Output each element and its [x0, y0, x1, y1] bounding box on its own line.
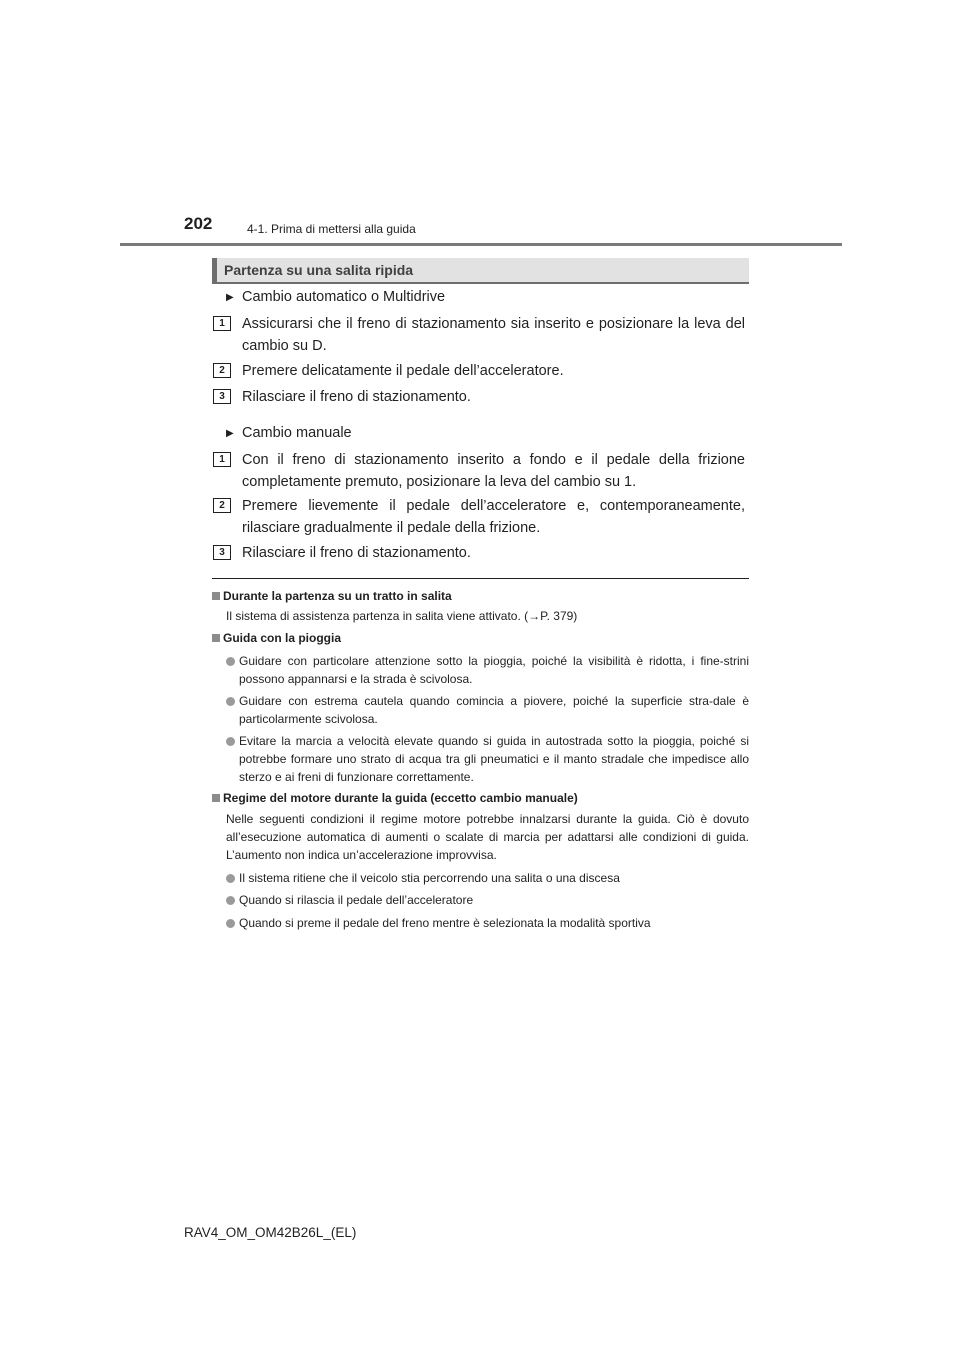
step-badge: 3 — [213, 545, 231, 560]
step-text: Premere lievemente il pedale dell’acceleratore e, contemporaneamente, rilasciare gradualmente il pedale della frizione. — [242, 498, 745, 536]
step-text: Con il freno di stazionamento inserito a fondo e il pedale della frizione completamente premuto, posizionare la leva del cambio su 1. — [242, 452, 745, 490]
bullet-text: Evitare la marcia a velocità elevate quando si guida in autostrada sotto la pioggia, poiché si potrebbe formare uno strato di acqua tra gli pneumatici e il manto stradale che impedisce allo sterzo e ai freni di funzionare correttamente. — [239, 734, 749, 784]
page-number: 202 — [184, 214, 213, 233]
panel-header-bar — [212, 258, 217, 282]
notes-divider — [212, 578, 749, 579]
subheading-text: Cambio automatico o Multidrive — [242, 289, 446, 305]
document-code: RAV4_OM_OM42B26L_(EL) — [184, 1225, 357, 1240]
note-heading-text: Regime del motore durante la guida (eccetto cambio manuale) — [223, 791, 578, 805]
round-bullet-icon — [226, 919, 235, 928]
bullet-text: Guidare con estrema cautela quando comincia a piovere, poiché la superficie stra-dale è particolarmente scivolosa. — [239, 694, 749, 726]
header-rule — [120, 243, 842, 246]
step-badge: 2 — [213, 498, 231, 513]
note-text: Nelle seguenti condizioni il regime motore potrebbe innalzarsi durante la guida. Ciò è dovuto all’esecuzione automatica di aumenti o scalate di marcia per adattarsi alle condizioni di guida. L’aumento non indica un’accelerazione improvvisa. — [226, 812, 749, 862]
panel-title: Partenza su una salita ripida — [224, 262, 414, 278]
triangle-arrow-icon: ▶ — [226, 428, 234, 439]
bullet-text: Guidare con particolare attenzione sotto la pioggia, poiché la visibilità è ridotta, i fine-strini possono appannarsi e la strada è scivolosa. — [239, 654, 749, 686]
round-bullet-icon — [226, 697, 235, 706]
note-heading-text: Guida con la pioggia — [223, 631, 342, 645]
note-heading-text: Durante la partenza su un tratto in salita — [223, 589, 452, 603]
bullet-text: Quando si rilascia il pedale dell’acceleratore — [239, 893, 474, 907]
round-bullet-icon — [226, 657, 235, 666]
step-text: Rilasciare il freno di stazionamento. — [242, 545, 471, 561]
round-bullet-icon — [226, 737, 235, 746]
subheading-automatic — [226, 289, 445, 305]
triangle-arrow-icon: ▶ — [226, 292, 234, 303]
round-bullet-icon — [226, 896, 235, 905]
note-heading — [212, 791, 578, 805]
bullet-text: Quando si preme il pedale del freno mentre è selezionata la modalità sportiva — [239, 916, 651, 930]
note-heading — [212, 589, 452, 603]
note-text: Il sistema di assistenza partenza in salita viene attivato. (→P. 379) — [226, 609, 578, 623]
bullet-text: Il sistema ritiene che il veicolo stia percorrendo una salita o una discesa — [239, 871, 620, 885]
square-bullet-icon — [212, 794, 220, 802]
note-heading — [212, 631, 341, 645]
square-bullet-icon — [212, 634, 220, 642]
step-badge: 1 — [213, 452, 231, 467]
subheading-manual — [226, 425, 352, 441]
subheading-text: Cambio manuale — [242, 425, 352, 441]
section-title: 4-1. Prima di mettersi alla guida — [247, 222, 416, 236]
step-text: Rilasciare il freno di stazionamento. — [242, 389, 471, 405]
step-badge: 2 — [213, 363, 231, 378]
step-badge: 3 — [213, 389, 231, 404]
round-bullet-icon — [226, 874, 235, 883]
square-bullet-icon — [212, 592, 220, 600]
step-text: Assicurarsi che il freno di stazionamento sia inserito e posizionare la leva del cambio su D. — [242, 316, 745, 354]
panel-header — [212, 258, 749, 284]
step-badge: 1 — [213, 316, 231, 331]
step-text: Premere delicatamente il pedale dell’acceleratore. — [242, 363, 564, 379]
